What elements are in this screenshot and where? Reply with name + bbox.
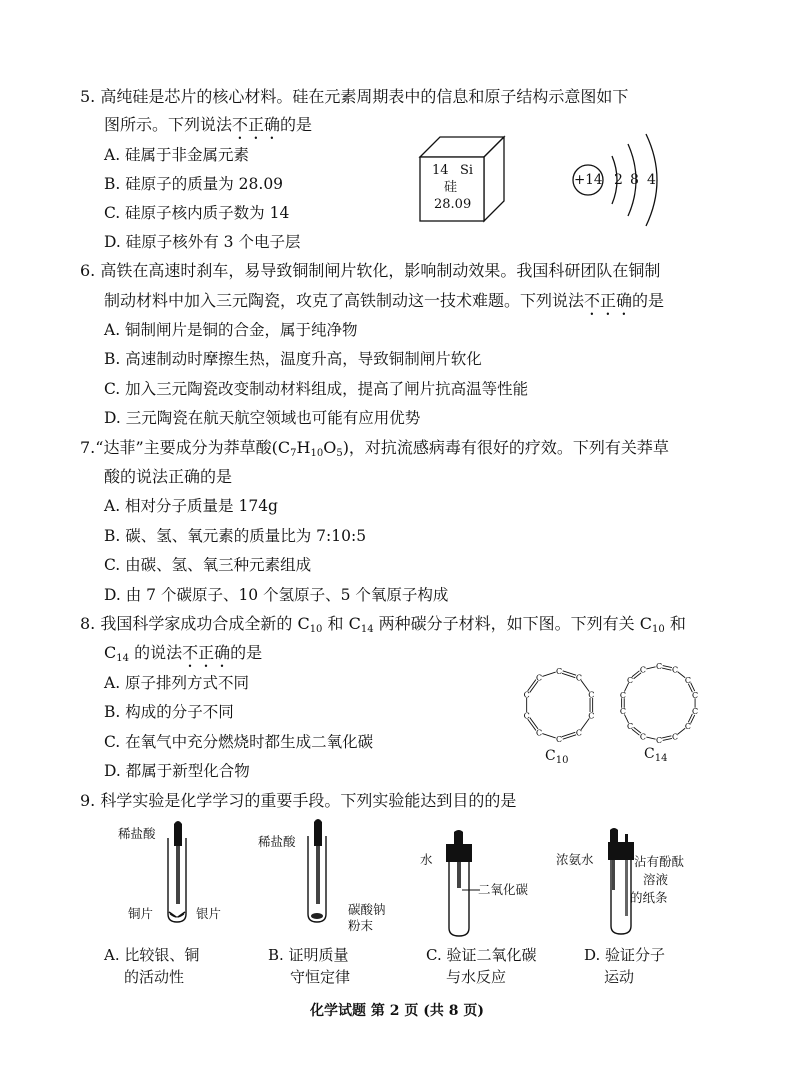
label-carbon-dioxide: 二氧化碳 — [478, 882, 529, 897]
carbon-atom: C — [671, 732, 679, 742]
label-powder: 粉末 — [348, 918, 374, 933]
carbon-atom: C — [619, 690, 626, 700]
carbon-bond — [646, 667, 655, 669]
carbon-atom: C — [588, 690, 595, 700]
q8-stem-line2: $C_{14}$ 的说法不正确的是 — [104, 643, 263, 664]
label-dilute-hcl-a: 稀盐酸 — [118, 826, 156, 841]
carbon-bond — [542, 734, 555, 738]
q7-option-a: A. 相对分子质量是 174g — [104, 497, 278, 515]
carbon-atom: C — [555, 667, 563, 676]
q5-option-d: D. 硅原子核外有 3 个电子层 — [104, 233, 301, 251]
label-silver-plate: 银片 — [196, 906, 222, 921]
q5-option-b: B. 硅原子的质量为 28.09 — [104, 175, 284, 193]
q8-stem-line1: 8. 我国科学家成功合成全新的 $C_{10}$ 和 $C_{14}$ 两种碳分子材料，如下图。下列有关 $C_{10}$ 和 — [80, 614, 686, 635]
q7-option-c: C. 由碳、氢、氧三种元素组成 — [104, 556, 312, 574]
carbon-atom: C — [588, 711, 595, 721]
q6-option-a: A. 铜制闸片是铜的合金，属于纯净物 — [104, 321, 358, 339]
q7-stem-line1: 7.“达菲”主要成分为莽草酸$(C_7H_{10}O_5)$，对抗流感病毒有很好的疗效。下列有关莽草 — [80, 438, 669, 459]
c14-ring-diagram — [614, 658, 704, 748]
carbon-atom: C — [639, 665, 647, 675]
carbon-bond — [663, 666, 672, 668]
label-phenolphthalein-1: 沾有酚酞 — [634, 854, 685, 869]
carbon-atom: C — [619, 707, 626, 717]
label-copper-plate: 铜片 — [128, 906, 154, 921]
carbon-atom: C — [684, 722, 691, 732]
emphasis-not-correct: 不正确 — [584, 291, 633, 310]
carbon-bond — [662, 736, 671, 738]
q8-option-b: B. 构成的分子不同 — [104, 703, 234, 721]
element-name: 硅 — [444, 180, 458, 195]
q5-stem-line2: 图所示。下列说法不正确的是 — [104, 115, 313, 134]
label-phenolphthalein-3: 的纸条 — [630, 890, 668, 905]
atom-nucleus-label: +14 — [574, 172, 603, 188]
c10-ring-diagram — [514, 660, 604, 750]
q8-option-c: C. 在氧气中充分燃烧时都生成二氧化碳 — [104, 733, 374, 751]
carbon-atom: C — [655, 736, 663, 745]
carbon-atom: C — [627, 722, 634, 732]
q5-option-a: A. 硅属于非金属元素 — [104, 146, 250, 164]
carbon-bond — [663, 738, 672, 740]
carbon-atom: C — [692, 707, 699, 717]
q6-option-b: B. 高速制动时摩擦生热，温度升高，导致铜制闸片软化 — [104, 350, 482, 368]
carbon-atom: C — [535, 673, 543, 683]
shell-3-electrons: 4 — [647, 172, 656, 188]
q9-caption-b-line1: B. 证明质量 — [268, 946, 349, 964]
q7-option-b: B. 碳、氢、氧元素的质量比为 7:10:5 — [104, 527, 367, 545]
q7-stem-line2: 酸的说法正确的是 — [104, 467, 233, 486]
q9-caption-c-line1: C. 验证二氧化碳 — [426, 946, 537, 964]
q6-stem-line2: 制动材料中加入三元陶瓷，攻克了高铁制动这一技术难题。下列说法不正确的是 — [104, 291, 665, 310]
carbon-atom: C — [575, 673, 583, 683]
q9-caption-a-line2: 的活动性 — [124, 968, 185, 986]
carbon-atom: C — [627, 675, 634, 685]
emphasis-not-correct: 不正确 — [232, 115, 281, 134]
q9-caption-d-line2: 运动 — [604, 968, 635, 986]
carbon-atom: C — [684, 675, 691, 685]
carbon-atom: C — [575, 728, 583, 738]
carbon-atom: C — [671, 665, 679, 675]
q6-option-d: D. 三元陶瓷在航天航空领域也可能有应用优势 — [104, 409, 421, 427]
c14-label: $C_{14}$ — [644, 746, 668, 764]
carbon-atom: C — [523, 690, 530, 700]
q5-stem-line1: 5. 高纯硅是芯片的核心材料。硅在元素周期表中的信息和原子结构示意图如下 — [80, 87, 629, 106]
carbon-atom: C — [655, 662, 663, 671]
carbon-bond — [646, 737, 655, 739]
q9-caption-d-line1: D. 验证分子 — [584, 946, 666, 964]
carbon-atom: C — [692, 690, 699, 700]
shell-2-electrons: 8 — [630, 172, 639, 188]
q7-option-d: D. 由 7 个碳原子、10 个氢原子、5 个氧原子构成 — [104, 586, 449, 604]
carbon-atom: C — [639, 732, 647, 742]
element-number: 14 — [432, 163, 449, 178]
carbon-bond — [542, 672, 555, 676]
label-water: 水 — [420, 852, 433, 867]
carbon-atom: C — [535, 728, 543, 738]
label-ammonia: 浓氨水 — [556, 852, 594, 867]
q6-option-c: C. 加入三元陶瓷改变制动材料组成，提高了闸片抗高温等性能 — [104, 380, 529, 398]
label-sodium-carbonate: 碳酸钠 — [348, 902, 386, 917]
q8-option-a: A. 原子排列方式不同 — [104, 674, 250, 692]
shell-1-electrons: 2 — [614, 172, 623, 188]
carbon-atom: C — [555, 735, 563, 744]
element-symbol: Si — [460, 163, 474, 178]
q6-stem-line1: 6. 高铁在高速时刹车，易导致铜制闸片软化，影响制动效果。我国科研团队在铜制 — [80, 261, 661, 280]
q9-stem: 9. 科学实验是化学学习的重要手段。下列实验能达到目的的是 — [80, 791, 517, 810]
carbon-bond — [662, 668, 671, 670]
emphasis-not-correct: 不正确 — [182, 643, 231, 662]
q5-option-c: C. 硅原子核内质子数为 14 — [104, 204, 290, 222]
q9-caption-a-line1: A. 比较银、铜 — [104, 946, 200, 964]
label-dilute-hcl-b: 稀盐酸 — [258, 834, 296, 849]
q9-caption-c-line2: 与水反应 — [446, 968, 507, 986]
c10-label: $C_{10}$ — [545, 748, 569, 766]
label-phenolphthalein-2: 溶液 — [643, 872, 669, 887]
q9-caption-b-line2: 守恒定律 — [290, 968, 351, 986]
carbon-atom: C — [523, 711, 530, 721]
page-footer: 化学试题 第 2 页 (共 8 页) — [310, 1003, 484, 1019]
q8-option-d: D. 都属于新型化合物 — [104, 762, 250, 780]
element-mass: 28.09 — [434, 197, 472, 212]
